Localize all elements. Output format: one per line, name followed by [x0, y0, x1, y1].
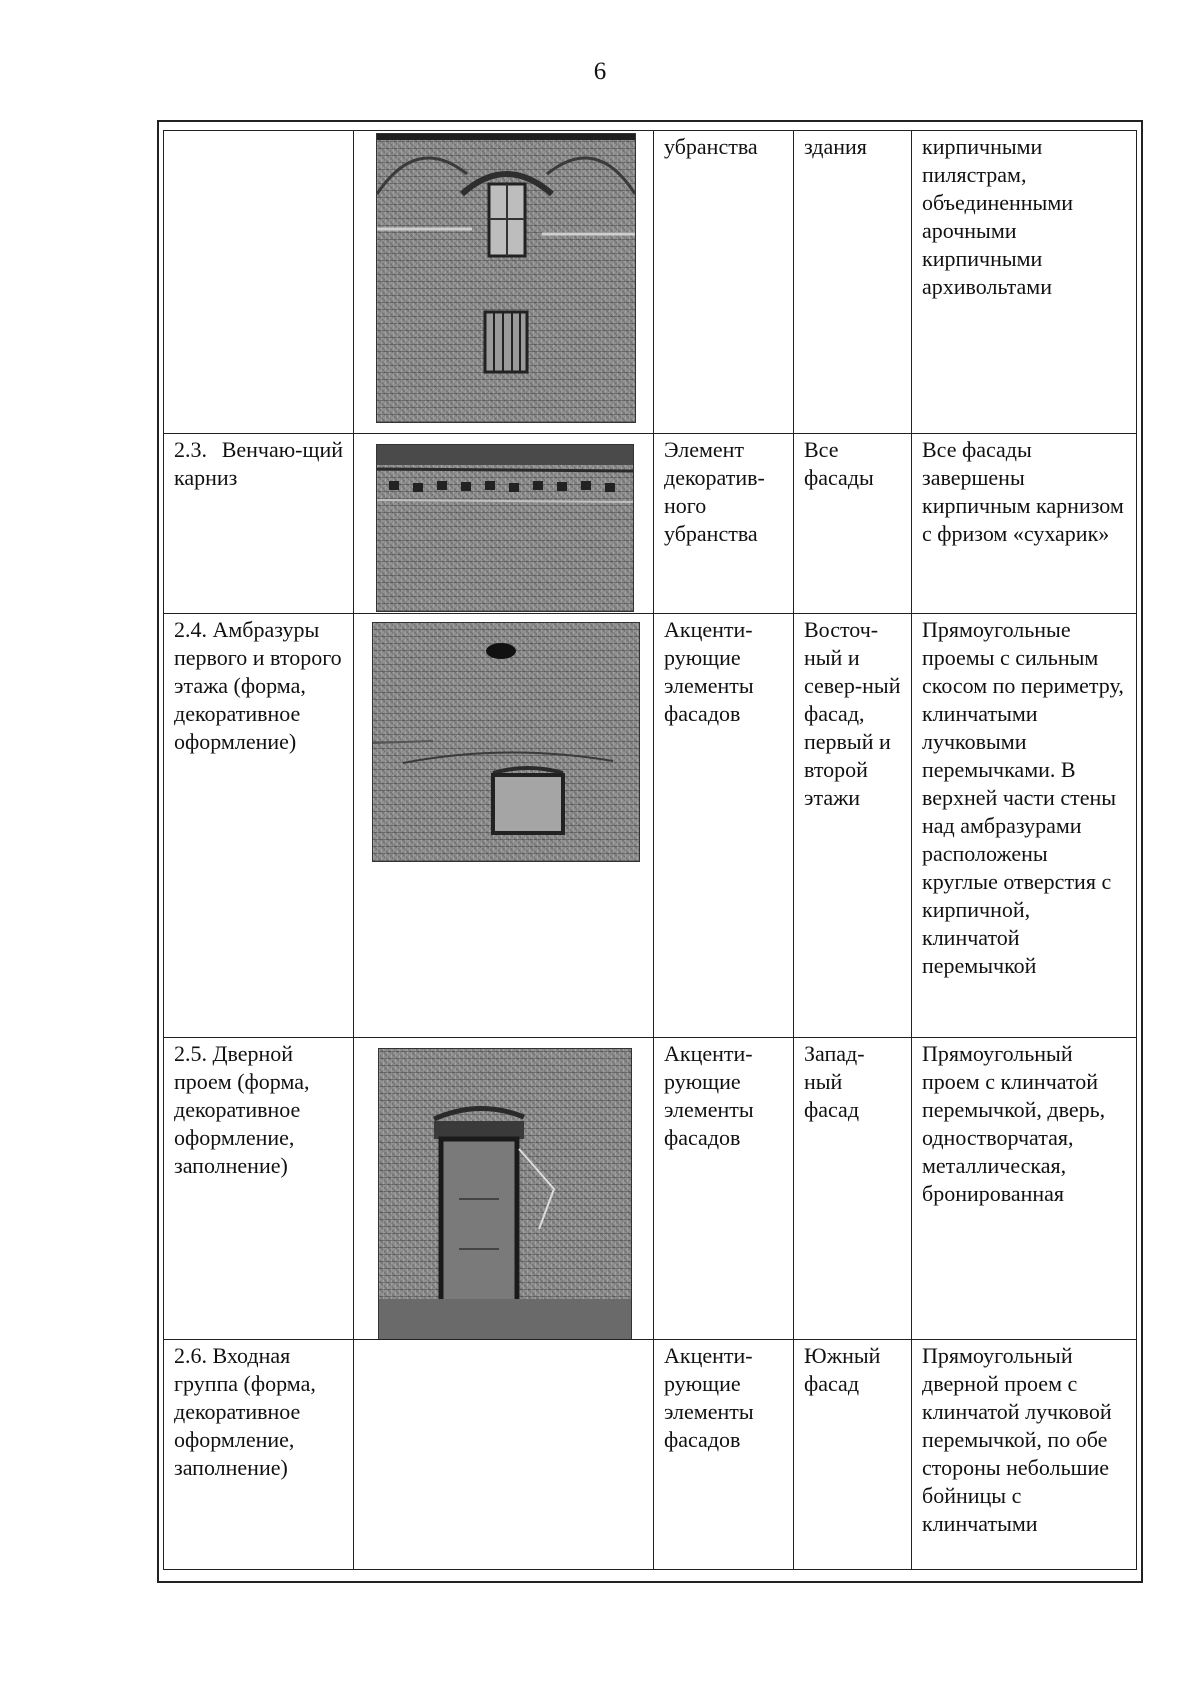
element-type-cell: убранства [654, 131, 794, 434]
element-description-cell: Прямоугольный дверной проем с клинчатой лучковой перемычкой, по обе стороны небольшие бойницы с клинчатыми [912, 1340, 1137, 1570]
facade-window-photo [376, 133, 636, 423]
element-type-cell: Акценти-рующие элементы фасадов [654, 614, 794, 1038]
page-number: 6 [593, 58, 607, 85]
element-description-cell: кирпичными пилястрам, объединенными арочными кирпичными архивольтами [912, 131, 1137, 434]
cornice-photo [376, 444, 634, 612]
facade-elements-table [163, 130, 1137, 1570]
element-type-cell: Акценти-рующие элементы фасадов [654, 1340, 794, 1570]
element-location-cell: Восточ-ный и север-ный фасад, первый и второй этажи [794, 614, 912, 1038]
table-row [164, 1340, 1137, 1570]
element-name-cell: 2.5. Дверной проем (форма, декоративное оформление, заполнение) [164, 1038, 354, 1340]
element-location-cell: Все фасады [794, 434, 912, 614]
element-location-cell: Южный фасад [794, 1340, 912, 1570]
element-name-cell: 2.4. Амбразуры первого и второго этажа (форма, декоративное оформление) [164, 614, 354, 1038]
table-row [164, 614, 1137, 1038]
photo-cell [354, 434, 654, 614]
photo-cell [354, 131, 654, 434]
element-description-cell: Все фасады завершены кирпичным карнизом с фризом «сухарик» [912, 434, 1137, 614]
element-name-cell [164, 131, 354, 434]
photo-cell [354, 1038, 654, 1340]
embrasure-photo [372, 622, 640, 862]
element-name-cell: 2.6. Входная группа (форма, декоративное оформление, заполнение) [164, 1340, 354, 1570]
table-row [164, 1038, 1137, 1340]
photo-cell [354, 1340, 654, 1570]
element-type-cell: Элемент декоратив-ного убранства [654, 434, 794, 614]
table-row [164, 434, 1137, 614]
photo-cell [354, 614, 654, 1038]
door-photo [378, 1048, 632, 1340]
table-row [164, 131, 1137, 434]
element-description-cell: Прямоугольный проем с клинчатой перемычкой, дверь, одностворчатая, металлическая, бронированная [912, 1038, 1137, 1340]
element-type-cell: Акценти-рующие элементы фасадов [654, 1038, 794, 1340]
element-location-cell: здания [794, 131, 912, 434]
element-name-cell: 2.3. Венчаю-щий карниз [164, 434, 354, 614]
element-location-cell: Запад-ный фасад [794, 1038, 912, 1340]
element-description-cell: Прямоугольные проемы с сильным скосом по периметру, клинчатыми лучковыми перемычками. В верхней части стены над амбразурами расположены круглые отверстия с кирпичной, клинчатой перемычкой [912, 614, 1137, 1038]
